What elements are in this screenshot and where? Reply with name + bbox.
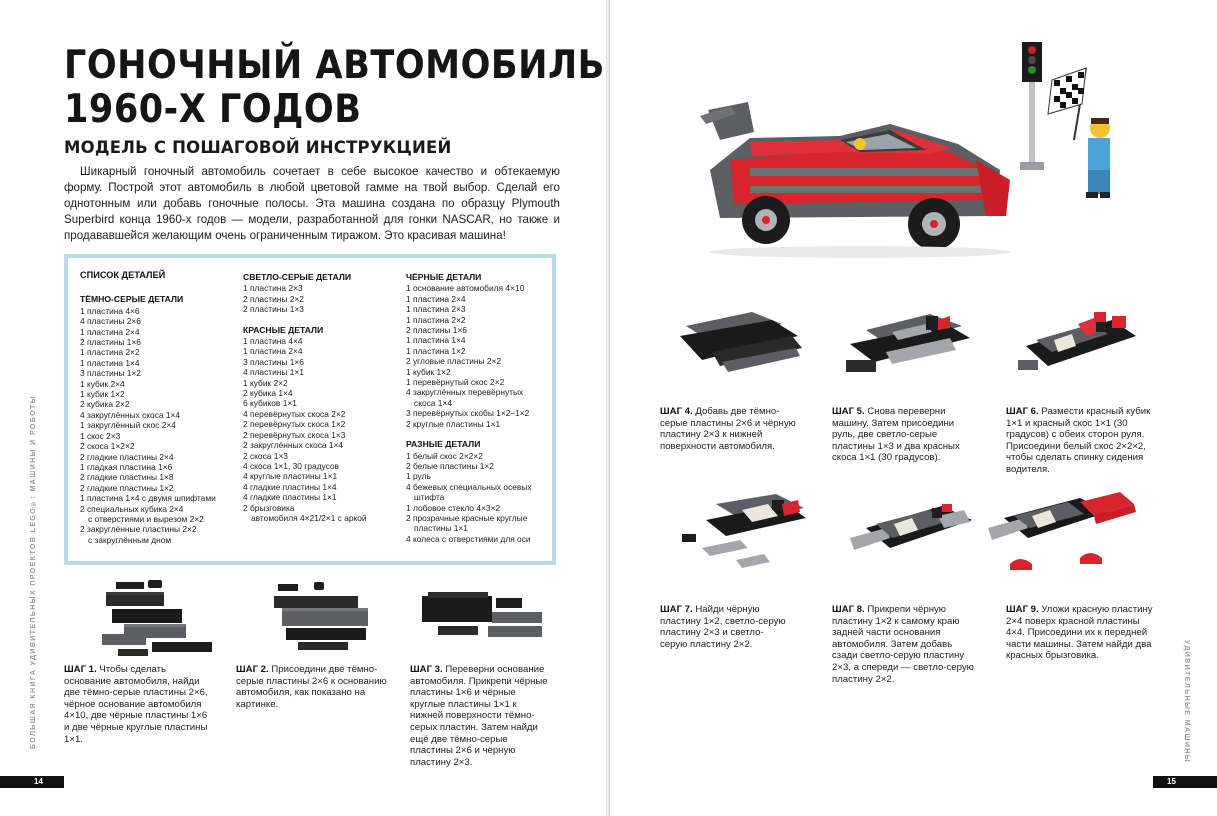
- step-8-illustration: [846, 494, 978, 568]
- part-item: 1 гладкая пластина 1×6: [80, 461, 173, 472]
- step-6-body: Размести красный кубик 1×1 и красный скос 1×1 (30 градусов) с обеих сторон руля. Присоедини белый скос 2×2×2, чтобы сделать спинку сидения водителя.: [1006, 406, 1151, 475]
- part-item: 3 перевёрнутых скобы 1×2–1×2: [406, 408, 530, 419]
- step-2-body: Присоедини две тёмно-серые пластины 2×6 к основанию автомобиля, как показано на картинке.: [236, 664, 387, 710]
- part-item: 1 кубик 2×2: [243, 377, 288, 388]
- misc-heading: РАЗНЫЕ ДЕТАЛИ: [406, 439, 481, 450]
- parts-column-2: [243, 270, 367, 523]
- light-gray-heading: СВЕТЛО-СЕРЫЕ ДЕТАЛИ: [243, 272, 352, 282]
- step-6-label: ШАГ 6.: [1006, 406, 1039, 417]
- step-7-body: Найди чёрную пластину 1×2, светло-серую пластину 2×3 и светло-серую пластину 2×2.: [660, 604, 786, 650]
- parts-heading: СПИСОК ДЕТАЛЕЙ: [80, 270, 166, 280]
- part-item: 1 пластина 1×2: [406, 345, 466, 356]
- part-item: 1 лобовое стекло 4×3×2: [406, 502, 501, 513]
- part-item: 2 скоса 1×3: [243, 450, 288, 461]
- minifigure-icon: [1086, 118, 1110, 198]
- part-item: 4 бежевых специальных осевых: [406, 481, 532, 492]
- part-item: 6 кубиков 1×1: [243, 398, 297, 409]
- part-item: 1 пластина 4×4: [243, 336, 303, 347]
- part-item: с закруглённым дном: [88, 534, 172, 545]
- part-item: 4 гладкие пластины 1×1: [243, 492, 337, 503]
- part-item: 2 перевёрнутых скоса 1×3: [243, 429, 346, 440]
- part-item: 1 пластина 2×2: [406, 314, 466, 325]
- red-list: [243, 336, 367, 523]
- part-item: 1 закруглённый скос 2×4: [80, 420, 176, 431]
- step-7-text: [660, 604, 790, 650]
- step-9-illustration: [984, 488, 1144, 582]
- black-heading: ЧЁРНЫЕ ДЕТАЛИ: [406, 272, 482, 282]
- part-item: 2 брызговика: [243, 502, 295, 513]
- part-item: 4 гладкие пластины 1×4: [243, 481, 337, 492]
- part-item: 1 пластина 1×4: [80, 357, 140, 368]
- part-item: 1 кубик 2×4: [80, 378, 125, 389]
- step-6-illustration: [1012, 300, 1140, 390]
- part-item: 2 круглые пластины 1×1: [406, 418, 501, 429]
- step-6-text: [1006, 406, 1156, 476]
- step-9-body: Уложи красную пластину 2×4 поверх красной пластины 4×4. Присоедини их к передней части машины. Затем найди два красных брызговика.: [1006, 604, 1153, 662]
- step-8-body: Прикрепи чёрную пластину 1×2 к самому краю задней части основания автомобиля. Затем добавь сзади светло-серую пластину 2×3, а спереди — светло-серую пластину 2×2.: [832, 604, 974, 685]
- brick-black-1: [116, 582, 144, 589]
- part-item: 1 пластина 2×4: [80, 326, 140, 337]
- part-item: 1 кубик 1×2: [406, 366, 451, 377]
- step-5-illustration: [846, 302, 974, 388]
- part-item: 2 кубика 2×2: [80, 399, 130, 410]
- part-item: 2 пластины 2×2: [243, 293, 304, 304]
- title-line-2: 1960-Х ГОДОВ: [64, 87, 362, 132]
- part-item: 4 закруглённых перевёрнутых: [406, 387, 524, 398]
- part-item: 1 пластина 2×3: [243, 283, 303, 294]
- step-1-text: [64, 664, 214, 745]
- step-4-text: [660, 406, 800, 452]
- parts-column-1: [80, 270, 216, 545]
- part-item: 4 пластины 2×6: [80, 316, 141, 327]
- part-item: 2 гладкие пластины 1×8: [80, 472, 174, 483]
- part-item: 2 угловые пластины 2×2: [406, 356, 502, 367]
- part-item: 2 гладкие пластины 2×4: [80, 451, 174, 462]
- part-item: 1 руль: [406, 471, 431, 482]
- red-heading: КРАСНЫЕ ДЕТАЛИ: [243, 324, 324, 335]
- part-item: 1 пластина 2×4: [406, 293, 466, 304]
- part-item: 2 гладкие пластины 1×2: [80, 482, 174, 493]
- part-item: 2 закруглённых скоса 1×4: [243, 440, 344, 451]
- part-item: 4 колеса с отверстиями для оси: [406, 533, 531, 544]
- part-item: 2 закруглённые пластины 2×2: [80, 524, 197, 535]
- step-4-illustration: [672, 306, 812, 386]
- part-item: 2 специальных кубика 2×4: [80, 503, 184, 514]
- part-item: автомобиля 4×21/2×1 с аркой: [251, 512, 367, 523]
- part-item: 1 пластина 2×3: [406, 304, 466, 315]
- part-item: 1 пластина 4×6: [80, 305, 140, 316]
- part-item: пластины 1×1: [414, 523, 468, 534]
- title-line-1: ГОНОЧНЫЙ АВТОМОБИЛЬ: [64, 43, 605, 88]
- part-item: 2 белые пластины 1×2: [406, 460, 494, 471]
- part-item: 2 пластины 1×6: [406, 325, 467, 336]
- part-item: 1 пластина 1×4: [406, 335, 466, 346]
- step-2-text: [236, 664, 396, 710]
- right-running-head: УДИВИТЕЛЬНЫЕ МАШИНЫ: [1183, 640, 1190, 763]
- race-car-icon: [700, 102, 1010, 258]
- misc-list: [406, 451, 532, 545]
- step-2-illustration: [268, 580, 380, 660]
- part-item: 1 пластина 1×4 с двумя шпифтами: [80, 493, 216, 504]
- brick-black-2: [148, 580, 162, 588]
- step-5-text: [832, 406, 978, 464]
- part-item: 1 пластина 2×4: [243, 346, 303, 357]
- book-spine: [606, 0, 610, 816]
- part-item: 2 кубика 1×4: [243, 388, 293, 399]
- part-item: 3 пластины 1×2: [80, 368, 141, 379]
- intro-paragraph: Шикарный гоночный автомобиль сочетает в себе высокое качество и обтекаемую форму. Построй этот автомобиль в любой цветовой гамме на твой выбор. Сделай его однотонным или добавь гоночные полосы. Эта машина создана по образцу Plymouth Superbird конца 1960-х годов — модели, разработанной для гонки NASCAR, но также и продававшейся желающим очень ограниченным тиражом. Это красивая машина!: [64, 165, 560, 242]
- step-1-body: Чтобы сделать основание автомобиля, найди две тёмно-серые пластины 2×6, чёрное основание автомобиля 4×10, две чёрные пластины 1×6 и две чёрные круглые пластины 1×1.: [64, 664, 208, 745]
- step-1-illustration: [98, 576, 218, 664]
- page-title: [64, 44, 605, 132]
- step-2-label: ШАГ 2.: [236, 664, 269, 675]
- part-item: 2 перевёрнутых скоса 1×2: [243, 419, 346, 430]
- part-item: 1 основание автомобиля 4×10: [406, 283, 525, 294]
- step-7-label: ШАГ 7.: [660, 604, 693, 615]
- dark-gray-list: [80, 306, 216, 545]
- step-3-body: Переверни основание автомобиля. Прикрепи чёрные пластины 1×6 и чёрные круглые пластины 1×1 к нижней поверхности тёмно-серых пластин. Затем найди ещё две тёмно-серые пластины 2×6 и чёрную пластину 2×3.: [410, 664, 548, 768]
- part-item: 4 круглые пластины 1×1: [243, 471, 338, 482]
- part-item: 3 пластины 1×6: [243, 356, 304, 367]
- step-9-label: ШАГ 9.: [1006, 604, 1039, 615]
- step-8-label: ШАГ 8.: [832, 604, 865, 615]
- parts-list-box: [64, 254, 556, 565]
- step-5-label: ШАГ 5.: [832, 406, 865, 417]
- part-item: 4 скоса 1×1, 30 градусов: [243, 460, 340, 471]
- step-9-text: [1006, 604, 1156, 662]
- part-item: с отверстиями и вырезом 2×2: [88, 513, 204, 524]
- step-3-illustration: [418, 588, 548, 650]
- part-item: 2 прозрачные красные круглые: [406, 512, 528, 523]
- part-item: 1 перевёрнутый скос 2×2: [406, 377, 505, 388]
- subtitle: МОДЕЛЬ С ПОШАГОВОЙ ИНСТРУКЦИЕЙ: [64, 138, 452, 157]
- hero-car-illustration: [690, 40, 1110, 290]
- part-item: скоса 1×4: [414, 397, 452, 408]
- step-3-label: ШАГ 3.: [410, 664, 443, 675]
- part-item: 4 закруглённых скоса 1×4: [80, 409, 181, 420]
- traffic-light-icon: [1020, 42, 1044, 170]
- dark-gray-heading: ТЁМНО-СЕРЫЕ ДЕТАЛИ: [80, 294, 184, 305]
- step-1-label: ШАГ 1.: [64, 664, 97, 675]
- part-item: 2 пластины 1×6: [80, 337, 141, 348]
- part-item: 1 скос 2×3: [80, 430, 121, 441]
- step-4-body: Добавь две тёмно-серые пластины 2×6 и чёрную пластину 2×3 к нижней поверхности автомобиля.: [660, 406, 796, 452]
- part-item: 1 пластина 2×2: [80, 347, 140, 358]
- part-item: 2 скоса 1×2×2: [80, 441, 135, 452]
- page-number-right: 15: [1153, 776, 1217, 788]
- light-gray-list: [243, 283, 367, 314]
- part-item: 4 перевёрнутых скоса 2×2: [243, 408, 346, 419]
- part-item: 1 кубик 1×2: [80, 389, 125, 400]
- parts-column-3: [406, 270, 532, 544]
- black-list: [406, 283, 532, 429]
- part-item: 1 белый скос 2×2×2: [406, 450, 483, 461]
- step-3-text: [410, 664, 550, 768]
- step-5-body: Снова переверни машину. Затем присоедини руль, две светло-серые пластины 1×3 и два красных скоса 1×1 (30 градусов).: [832, 406, 960, 464]
- part-item: 2 пластины 1×3: [243, 304, 304, 315]
- part-item: 4 пластины 1×1: [243, 367, 304, 378]
- left-running-head: БОЛЬШАЯ КНИГА УДИВИТЕЛЬНЫХ ПРОЕКТОВ LEGO®: МАШИНЫ И РОБОТЫ: [30, 395, 37, 750]
- step-8-text: [832, 604, 980, 685]
- page-number-left: 14: [0, 776, 64, 788]
- step-4-label: ШАГ 4.: [660, 406, 693, 417]
- part-item: штифта: [414, 492, 445, 503]
- step-7-illustration: [676, 490, 816, 586]
- checkered-flag-icon: [1048, 68, 1086, 140]
